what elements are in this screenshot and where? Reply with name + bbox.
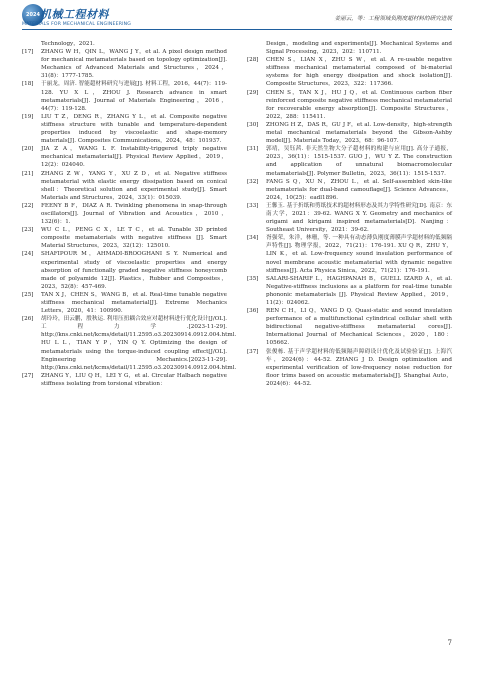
reference-entry xyxy=(22,250,227,290)
reference-text: ZHONG H Z，DAS R，GU J F，et al. Low-density，high-strength metal mechanical metamaterials beyond the Gibson-Ashby model[J]. Materials Today，2023，68：96-107. xyxy=(266,121,452,145)
reference-number: [27] xyxy=(22,372,34,379)
reference-number: [18] xyxy=(22,81,34,88)
reference-entry xyxy=(22,48,227,80)
reference-continuation: Design，modeling and experiments[J]. Mechanical Systems and Signal Processing，2023，202：110711. xyxy=(266,41,452,56)
reference-text: 胡玲玲，田云鹏，殷秋运. 利用压扭耦合效应对超材料进行优化设计[J/OL]. 工程力学.[2023-11-29]. http://kns.cnki.net/kcms/detail/11.2595.o3.20230914.0912.004.html. HU L L，TIAN Y P，YIN Q Y. Optimizing the design of metamaterials using the torque-induced coupling effect[J/OL]. Engineering Mechanics.[2023-11-29]. http://kns.cnki.net/kcms/detail/11.2595.o3.20230914.0912.004.html. xyxy=(41,316,237,371)
right-column xyxy=(247,40,452,388)
reference-entry xyxy=(22,372,227,388)
reference-text: 胥强荣，朱洋，林珊，等. 一种具有动态薄负刚度薄膜声学超材料的低频隔声特性[J]. 物理学报，2022，71(21)：176-191. XU Q R，ZHU Y，LIN K，et al. Low-frequency sound insulation performance of novel membrane acoustic metamaterial with dynamic negative stiffness[J]. Acta Physica Sinica，2022，71(21)：176-191. xyxy=(266,235,452,274)
reference-entry xyxy=(247,145,452,177)
reference-number: [22] xyxy=(22,202,34,209)
reference-entry xyxy=(22,170,227,202)
reference-text: ZHANG Y，LIU Q H，LEI Y G，et al. Circular Halbach negative stiffness isolating from torsional vibration： xyxy=(41,372,227,387)
reference-number: [17] xyxy=(22,49,34,56)
reference-number: [25] xyxy=(22,291,34,298)
header-divider xyxy=(22,29,452,30)
reference-number: [31] xyxy=(247,146,259,153)
reference-number: [20] xyxy=(22,146,34,153)
reference-text: ZHANG W H，QIN L，WANG J Y，et al. A pixel design method for mechanical metamaterials based on topology optimization[J]. Mechanics of Advanced Materials and Structures，2024，31(8)：1777-1785. xyxy=(41,49,227,80)
reference-number: [19] xyxy=(22,113,34,120)
reference-number: [35] xyxy=(247,275,259,282)
reference-entry xyxy=(22,113,227,145)
reference-text: 郭靖，吴钰茜. 非天然生物大分子超材料的构建与应用[J]. 高分子通报，2023，36(11)：1515-1537. GUO J，WU Y Z. The construction and application of unnatural biomacromolecular metamaterials[J]. Polymer Bulletin，2023，36(11)：1515-1537. xyxy=(266,146,452,177)
page-number: 7 xyxy=(447,639,452,647)
reference-continuation: Technology，2021. xyxy=(41,41,95,47)
reference-text: CHEN S，TAN X J，HU J Q，et al. Continuous carbon fiber reinforced composite negative stiffness mechanical metamaterial for recoverable energy absorption[J]. Composite Structures，2022，288：115411. xyxy=(266,89,452,120)
reference-entry xyxy=(247,234,452,274)
reference-number: [24] xyxy=(22,251,34,258)
reference-entry xyxy=(247,275,452,307)
reference-text: 王馨玉. 基于折纸和剪纸技术的超材料形态及其力学特性研究[D]. 南京：东南大学，2021：39-62. WANG X Y. Geometry and mechanics of origami and kirigami inspired metamaterials[D]. Nanjing：Southeast University，2021：39-62. xyxy=(266,202,452,234)
reference-text: 张俊栋. 基于声学超材料的低频隔声障碍设计优化及试验验证[J]. 上海汽车，2024(6)：44-52. ZHANG J D. Design optimization and experimental verification of low-frequency noise reduction for floor trims based on acoustic metamaterials[J]. Shanghai Auto，2024(6)：44-52. xyxy=(266,348,452,387)
page-header xyxy=(0,0,480,32)
reference-number: [34] xyxy=(247,235,259,242)
reference-entry xyxy=(247,178,452,202)
reference-entry xyxy=(247,307,452,347)
reference-number: [33] xyxy=(247,202,259,209)
reference-entry xyxy=(247,121,452,145)
reference-text: CHEN S，LIAN X，ZHU S W，et al. A re-usable negative stiffness mechanical metamaterial composed of bi-material systems for high energy dissipation and shock isolation[J]. Composite Structures，2023，322：117366. xyxy=(266,57,452,88)
reference-number: [23] xyxy=(22,227,34,234)
reference-text: WU C L，PENG C X，LE T C，et al. Tunable 3D printed composite metamaterials with negative stiffness [J]. Smart Material Structures，2023，32(12)：125010. xyxy=(41,227,227,250)
reference-text: FEENY B F，DIAZ A R. Twinkling phenomena in snap-through oscillators[J]. Journal of Vibration and Acoustics，2010，132(6)：1. xyxy=(41,202,227,226)
journal-title: 机械工程材料 xyxy=(40,8,109,21)
reference-entry xyxy=(22,315,237,372)
reference-entry xyxy=(22,226,227,250)
reference-entry xyxy=(22,202,227,226)
reference-entry xyxy=(247,89,452,121)
reference-text: FANG S Q，XU N，ZHOU L，et al. Self-assembled skin-like metamaterials for dual-band camouflage[J]. Science Advances，2024，10(25)：eadl1896. xyxy=(266,178,452,201)
reference-number: [30] xyxy=(247,121,259,128)
logo-year: 2024 xyxy=(26,12,40,18)
reference-text: SALARI-SHARIF L，HAGHPANAH B，GUELL IZARD A，et al. Negative-stiffness inclusions as a platform for real-time tunable phononic metamaterials [J]. Physical Review Applied，2019，11(2)：024062. xyxy=(266,275,452,306)
reference-entry xyxy=(247,202,452,234)
reference-text: LIU T Z，DENG R，ZHANG Y L，et al. Composite negative stiffness structure with tunable and temperature-dependent properties induced by viscoelastic and shape-memory materials[J]. Composites Communications，2024，48：101937. xyxy=(41,113,227,145)
reference-entry xyxy=(22,291,227,315)
reference-entry xyxy=(247,56,452,88)
reference-number: [32] xyxy=(247,178,259,185)
journal-subtitle: MATERIALS FOR MECHANICAL ENGINEERING xyxy=(22,22,132,27)
reference-entry xyxy=(22,145,227,169)
reference-number: [36] xyxy=(247,308,259,315)
reference-text: TAN X J，CHEN S，WANG B，et al. Real-time tunable negative stiffness mechanical metamaterial[J]. Extreme Mechanics Letters，2020，41：100990. xyxy=(41,291,227,315)
reference-number: [26] xyxy=(22,316,34,323)
reference-text: ZHANG Z W，YANG Y，XU Z D，et al. Negative stiffness metamaterial with elastic energy dissipation based on conical shell：Theoretical solution and experimental study[J]. Smart Materials and Structures，2024，33(1)：015039. xyxy=(41,170,227,201)
reference-number: [21] xyxy=(22,170,34,177)
reference-text: JIA Z A，WANG L F. Instability-triggered triply negative mechanical metamaterial[J]. Physical Review Applied，2019，12(2)：024040. xyxy=(41,146,227,169)
running-head: 姜丽云，等：工程领域负刚度超材料的研究进展 xyxy=(334,16,452,22)
reference-text: 于丽龙，周济. 智能超材料研究与进展[J]. 材料工程，2016，44(7)：119-128. YU X L，ZHOU J. Research advance in smart metamaterials[J]. Journal of Materials Engineering，2016，44(7)：119-128. xyxy=(41,81,227,112)
reference-entry xyxy=(22,80,227,112)
reference-entry xyxy=(247,348,452,388)
reference-text: REN C H，LI Q，YANG D Q. Quasi-static and sound insulation performance of a multifunctional cylindrical cellular shell with bidirectional negative-stiffness metamaterial cores[J]. International Journal of Mechanical Sciences，2020，180：105662. xyxy=(266,308,452,347)
left-column xyxy=(22,40,237,388)
reference-number: [29] xyxy=(247,89,259,96)
reference-text: SHAFIPOUR M，AHMADI-BROOGHANI S Y. Numerical and experimental study of viscoelastic properties and energy absorption of functionally graded negative stiffness honeycomb made of polyamide 12[J]. Plastics，Rubber and Composites，2023，52(8)：457-469. xyxy=(41,251,227,290)
reference-number: [37] xyxy=(247,348,259,355)
reference-number: [28] xyxy=(247,57,259,64)
